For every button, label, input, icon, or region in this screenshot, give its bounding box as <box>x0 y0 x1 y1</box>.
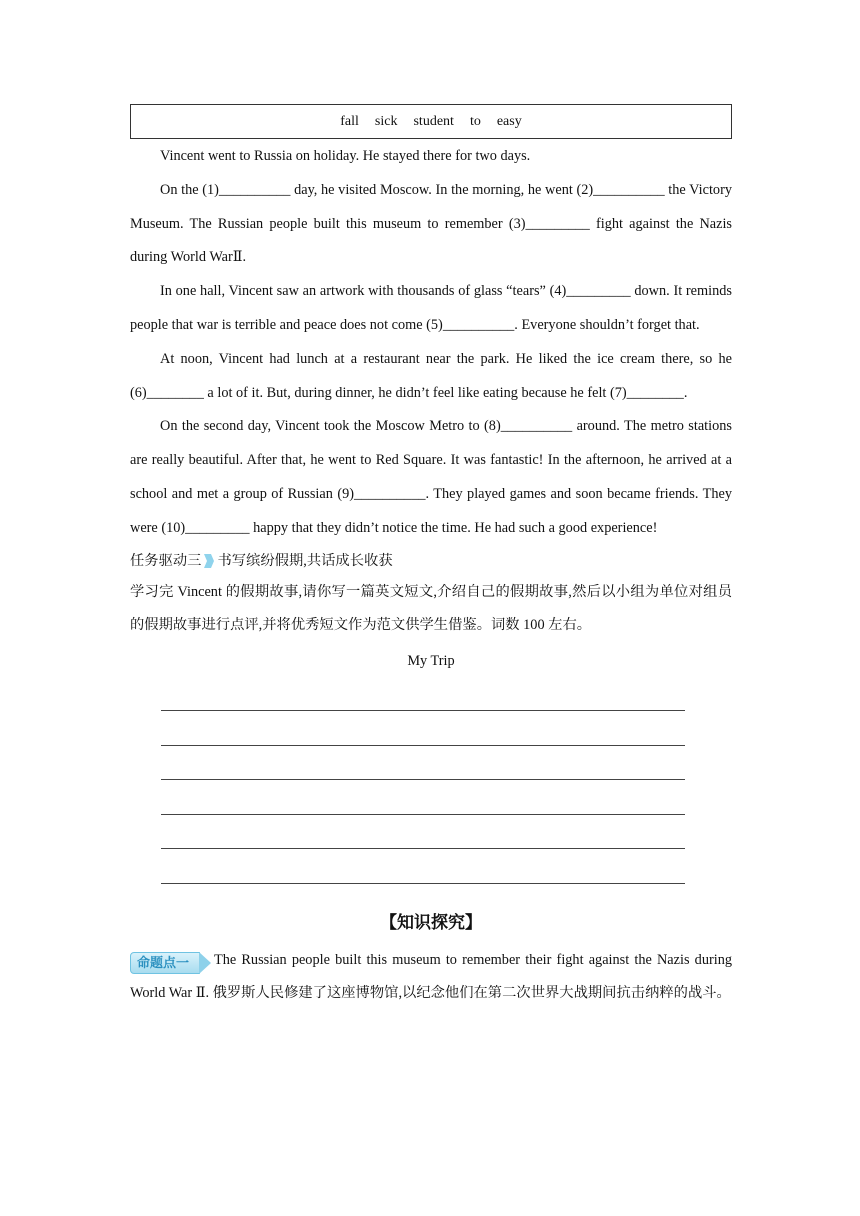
task-heading <box>130 546 732 576</box>
task-prefix: 任务驱动三 <box>130 552 202 569</box>
word-bank-item: fall <box>340 113 359 129</box>
writing-line[interactable] <box>161 752 685 781</box>
passage-paragraph-4: At noon, Vincent had lunch at a restaurant near the park. He liked the ice cream there, so he (6)________ a lot of it. But, during dinner, he didn’t feel like eating because he felt (7)________. <box>130 350 732 401</box>
passage-paragraph-2: On the (1)__________ day, he visited Moscow. In the morning, he went (2)__________ the Victory Museum. The Russian people built this museum to remember (3)_________ fight against the Nazis during World WarⅡ. <box>130 181 732 266</box>
writing-line[interactable] <box>161 821 685 850</box>
word-bank-item: student <box>413 113 454 129</box>
worksheet-page <box>130 104 732 1011</box>
writing-line[interactable] <box>161 855 685 884</box>
knowledge-point <box>130 944 732 1011</box>
writing-line[interactable] <box>161 683 685 712</box>
task-title: 书写缤纷假期,共话成长收获 <box>217 552 393 569</box>
knowledge-point-text: The Russian people built this museum to remember their fight against the Nazis during World War Ⅱ. 俄罗斯人民修建了这座博物馆,以纪念他们在第二次世界大战期间抗击纳粹的战斗。 <box>130 951 732 1002</box>
word-bank-box <box>130 104 732 139</box>
knowledge-point-badge: 命题点一 <box>130 952 200 974</box>
task-instruction: 学习完 Vincent 的假期故事,请你写一篇英文短文,介绍自己的假期故事,然后以小组为单位对组员的假期故事进行点评,并将优秀短文作为范文供学生借鉴。词数 100 左右。 <box>130 583 732 634</box>
arrow-icon <box>203 553 215 569</box>
word-bank-item: easy <box>496 113 522 129</box>
word-bank-item: sick <box>374 113 398 129</box>
word-bank-item: to <box>469 113 481 129</box>
writing-line[interactable] <box>161 717 685 746</box>
passage-paragraph-5: On the second day, Vincent took the Moscow Metro to (8)__________ around. The metro stations are really beautiful. After that, he went to Red Square. It was fantastic! In the afternoon, he arrived at a school and met a group of Russian (9)__________. They played games and soon became friends. They were (10)_________ happy that they didn’t notice the time. He had such a good experience! <box>130 418 732 536</box>
passage-paragraph-1: Vincent went to Russia on holiday. He stayed there for two days. <box>160 148 531 164</box>
writing-line[interactable] <box>161 786 685 815</box>
passage-paragraph-3: In one hall, Vincent saw an artwork with thousands of glass “tears” (4)_________ down. It reminds people that war is terrible and peace does not come (5)__________. Everyone shouldn’t forget that. <box>130 283 732 333</box>
section-heading: 【知识探究】 <box>380 912 482 933</box>
essay-title: My Trip <box>407 652 455 669</box>
